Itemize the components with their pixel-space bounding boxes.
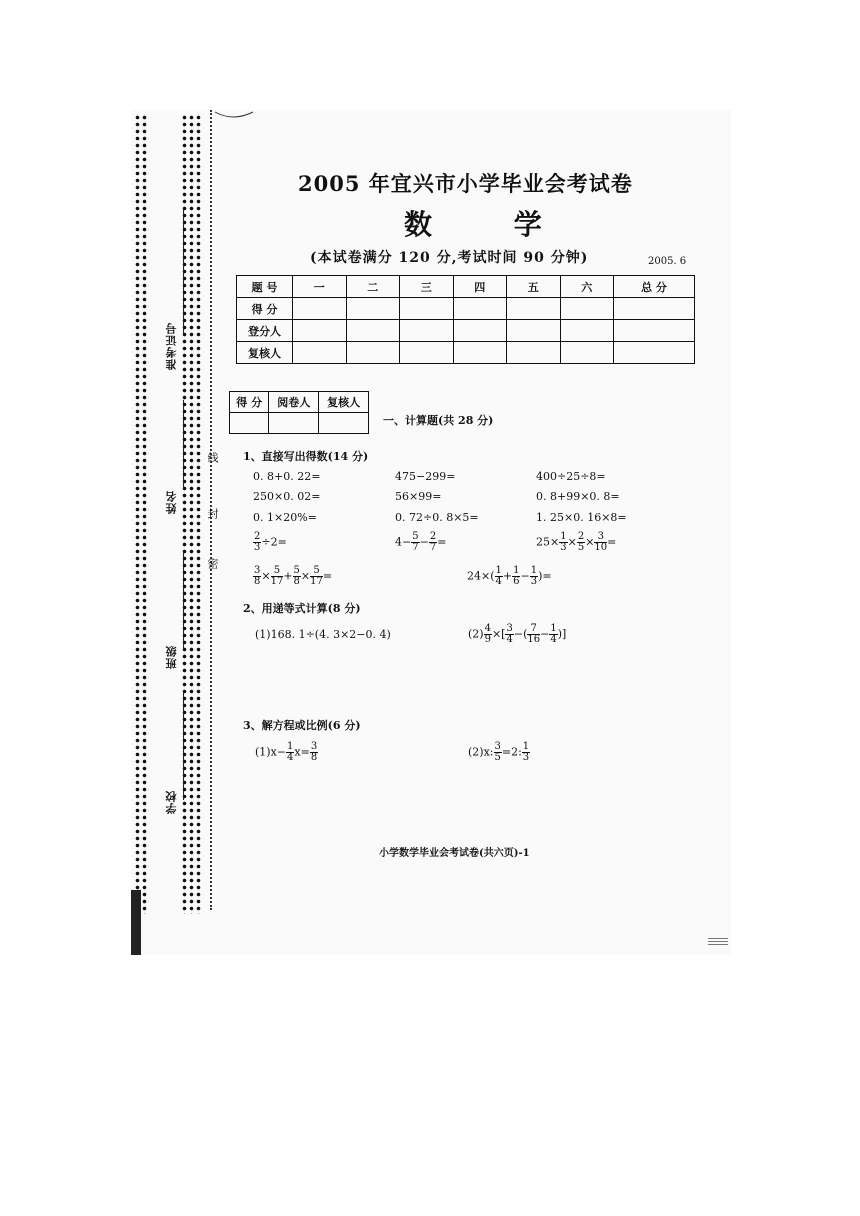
q3-title: 3、解方程或比例(6 分) (243, 719, 361, 732)
exam-subject: 数 学 (404, 208, 578, 241)
score-cell[interactable] (400, 320, 454, 342)
scan-edge (131, 890, 141, 955)
exam-note: (本试卷满分 120 分,考试时间 90 分钟) (310, 250, 589, 266)
mark-box (229, 391, 369, 434)
scan-stamp (708, 936, 728, 950)
page-footer: 小学数学毕业会考试卷(共六页)-1 (379, 848, 530, 859)
q1-item: 0. 1×20%= (253, 511, 317, 524)
corner-mark (213, 110, 273, 130)
score-cell[interactable] (507, 320, 561, 342)
q3-item: (2)x: $\frac{3}{5}$ =2: $\frac{1}{3}$ (468, 741, 530, 763)
q1-item: 1. 25×0. 16×8= (536, 511, 627, 524)
q1-item: 400÷25÷8= (536, 470, 606, 483)
score-cell[interactable] (346, 342, 400, 364)
q2-item: (1)168. 1÷(4. 3×2−0. 4) (255, 628, 391, 641)
q2-item: (2) $\frac{4}{9}$ ×[ $\frac{3}{4}$ −( $\frac{7}{16}$ − $\frac{1}{4}$ )] (468, 623, 567, 645)
score-row (237, 298, 695, 320)
score-header-cell: 一 (293, 276, 347, 298)
exam-date: 2005. 6 (648, 256, 687, 267)
score-table-header (237, 276, 695, 298)
score-header-cell: 五 (507, 276, 561, 298)
mark-box-header: 阅卷人 (269, 392, 319, 413)
label-exam-id: 准考证号 (165, 322, 178, 370)
score-cell[interactable] (346, 320, 400, 342)
field-line-school (183, 690, 184, 800)
q1-item: 0. 72÷0. 8×5= (395, 511, 479, 524)
q1-item-frac: 4− $\frac{5}{7}$ − $\frac{2}{7}$ = (395, 531, 447, 553)
score-header-cell: 三 (400, 276, 454, 298)
score-cell[interactable] (453, 342, 507, 364)
q3-item: (1)x− $\frac{1}{4}$ x= $\frac{3}{8}$ (255, 741, 318, 763)
q1-item-frac: 25× $\frac{1}{3}$ × $\frac{2}{5}$ × $\frac{3}{10}$ = (536, 531, 617, 553)
mark-box-cell[interactable] (230, 413, 269, 434)
field-line-name (183, 400, 184, 490)
score-cell[interactable] (560, 342, 614, 364)
score-cell[interactable] (560, 320, 614, 342)
score-cell[interactable] (293, 342, 347, 364)
score-cell[interactable] (400, 342, 454, 364)
score-cell[interactable] (453, 298, 507, 320)
q1-title: 1、直接写出得数(14 分) (243, 450, 369, 463)
score-cell[interactable] (614, 320, 695, 342)
score-table (236, 275, 695, 364)
label-school: 学校 (165, 790, 178, 814)
score-cell[interactable] (400, 298, 454, 320)
score-header-cell: 二 (346, 276, 400, 298)
score-header-cell: 题 号 (237, 276, 293, 298)
q1-item-frac: 24×( $\frac{1}{4}$ + $\frac{1}{6}$ − $\frac{1}{3}$ )= (467, 565, 552, 587)
section1-title: 一、计算题(共 28 分) (383, 414, 494, 427)
binding-dots-left (134, 114, 148, 914)
q1-item: 56×99= (395, 490, 442, 503)
seal-word-seal: 封 (206, 508, 219, 519)
exam-page (131, 110, 731, 955)
q1-item: 0. 8+99×0. 8= (536, 490, 620, 503)
score-cell[interactable] (507, 298, 561, 320)
score-row-label: 得 分 (237, 298, 293, 320)
seal-word-line: 线 (206, 452, 219, 463)
score-header-cell: 六 (560, 276, 614, 298)
q2-title: 2、用递等式计算(8 分) (243, 602, 361, 615)
score-cell[interactable] (346, 298, 400, 320)
q1-item-frac: $\frac{3}{8}$ × $\frac{5}{17}$ + $\frac{5}{8}$ × $\frac{5}{17}$ = (254, 565, 333, 587)
score-cell[interactable] (293, 320, 347, 342)
score-cell[interactable] (293, 298, 347, 320)
score-cell[interactable] (614, 298, 695, 320)
q1-item: 475−299= (395, 470, 456, 483)
score-row (237, 342, 695, 364)
mark-box-cell[interactable] (319, 413, 369, 434)
binding-dots-right (181, 114, 202, 914)
score-cell[interactable] (453, 320, 507, 342)
exam-title: 2005 年宜兴市小学毕业会考试卷 (298, 171, 633, 196)
score-cell[interactable] (614, 342, 695, 364)
mark-box-header: 得 分 (230, 392, 269, 413)
field-line-class (183, 550, 184, 650)
seal-word-secret: 密 (206, 558, 219, 569)
q1-item: 0. 8+0. 22= (253, 470, 321, 483)
score-header-cell: 四 (453, 276, 507, 298)
q1-item: 250×0. 02= (253, 490, 321, 503)
score-row-label: 登分人 (237, 320, 293, 342)
score-header-cell: 总 分 (614, 276, 695, 298)
label-name: 姓名 (165, 490, 178, 514)
score-cell[interactable] (560, 298, 614, 320)
mark-box-cell[interactable] (269, 413, 319, 434)
mark-box-header: 复核人 (319, 392, 369, 413)
field-line-id (183, 210, 184, 335)
q1-item-frac: $\frac{2}{3}$ ÷2= (254, 531, 287, 553)
score-row-label: 复核人 (237, 342, 293, 364)
label-class: 班级 (165, 645, 178, 669)
score-cell[interactable] (507, 342, 561, 364)
binding-margin (131, 110, 219, 955)
score-row (237, 320, 695, 342)
